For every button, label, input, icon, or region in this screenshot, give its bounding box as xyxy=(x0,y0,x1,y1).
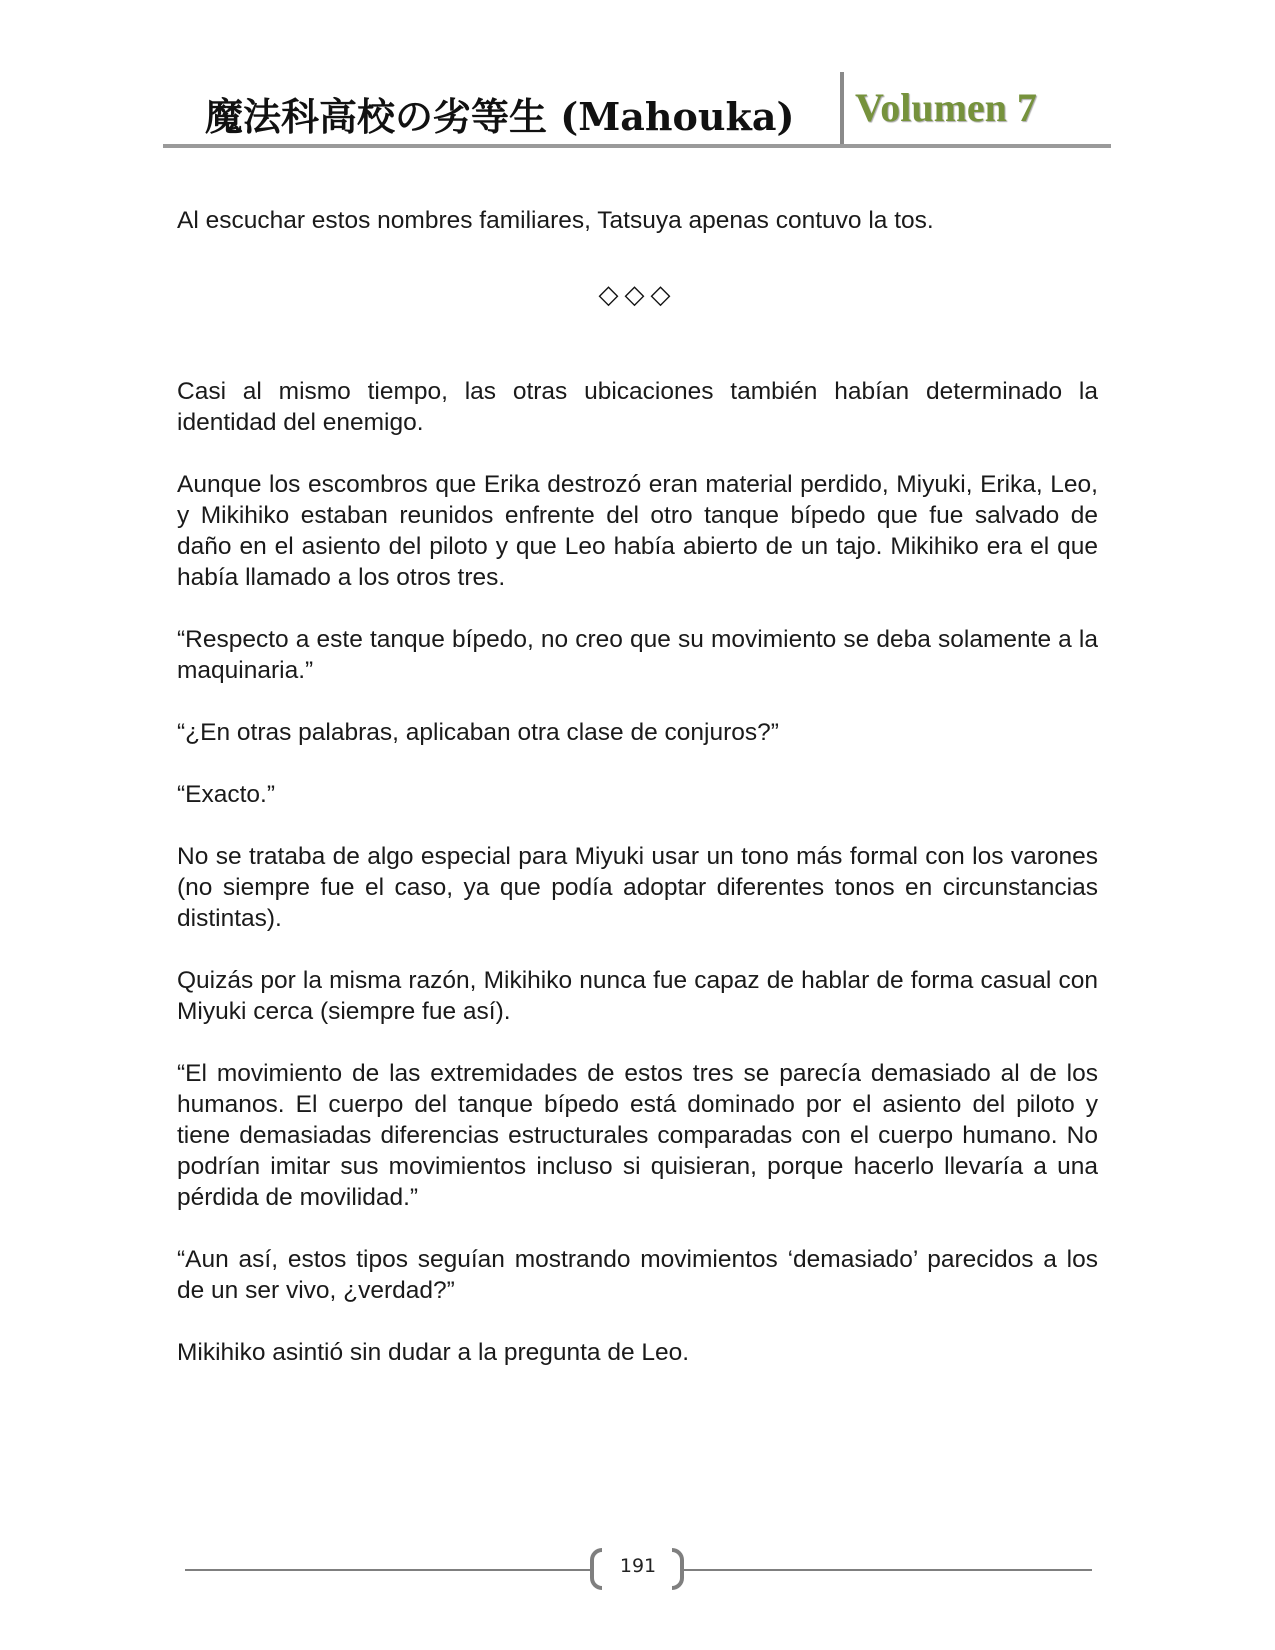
header-divider xyxy=(840,72,844,144)
volume-label: Volumen 7 xyxy=(855,85,1037,130)
scene-separator: ◇◇◇ xyxy=(598,280,677,310)
paragraph: Aunque los escombros que Erika destrozó eran material perdido, Miyuki, Erika, Leo, y Mikihiko estaban reunidos enfrente del otro tanque bípedo que fue salvado de daño en el asiento del piloto y que Leo había abierto de un tajo. Mikihiko era el que había llamado a los otros tres. xyxy=(177,471,1098,591)
paragraph: No se trataba de algo especial para Miyuki usar un tono más formal con los varones (no siempre fue el caso, ya que podía adoptar diferentes tonos en circunstancias distintas). xyxy=(177,843,1098,932)
paragraph: Quizás por la misma razón, Mikihiko nunca fue capaz de hablar de forma casual con Miyuki cerca (siempre fue así). xyxy=(177,967,1098,1025)
footer-rule-left xyxy=(185,1569,593,1571)
paragraph: “¿En otras palabras, aplicaban otra clase de conjuros?” xyxy=(177,719,779,746)
paragraph: Casi al mismo tiempo, las otras ubicaciones también habían determinado la identidad del enemigo. xyxy=(177,378,1098,436)
page-header xyxy=(163,72,1111,150)
paragraph: “El movimiento de las extremidades de estos tres se parecía demasiado al de los humanos. El cuerpo del tanque bípedo está dominado por el asiento del piloto y tiene demasiadas diferencias estructurales comparadas con el cuerpo humano. No podrían imitar sus movimientos incluso si quisieran, porque hacerlo llevaría a una pérdida de movilidad.” xyxy=(177,1060,1098,1211)
paragraph: Al escuchar estos nombres familiares, Tatsuya apenas contuvo la tos. xyxy=(177,207,934,234)
paragraph: Mikihiko asintió sin dudar a la pregunta de Leo. xyxy=(177,1339,690,1366)
page-body xyxy=(177,205,1098,1399)
paragraph: “Respecto a este tanque bípedo, no creo que su movimiento se deba solamente a la maquinaria.” xyxy=(177,626,1098,684)
paragraph: “Aun así, estos tipos seguían mostrando movimientos ‘demasiado’ parecidos a los de un ser vivo, ¿verdad?” xyxy=(177,1246,1098,1304)
header-rule xyxy=(163,144,1111,148)
footer-rule-right xyxy=(682,1569,1092,1571)
page-number: 191 xyxy=(619,1555,657,1577)
paragraph: “Exacto.” xyxy=(177,781,276,808)
series-title: 魔法科高校の劣等生 (Mahouka) xyxy=(205,94,795,139)
